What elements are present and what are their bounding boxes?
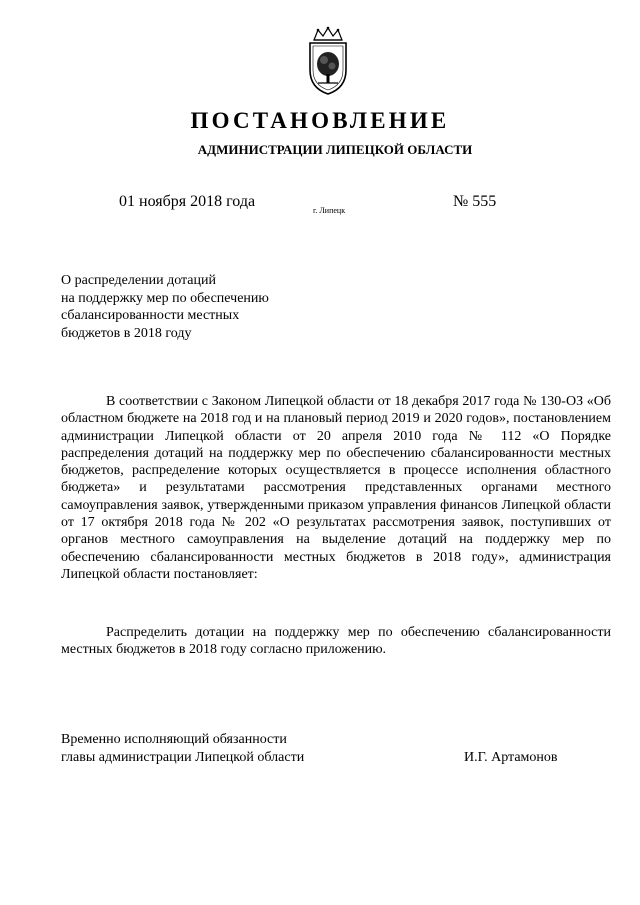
subject-line: на поддержку мер по обеспечению <box>61 290 269 306</box>
document-subtitle: АДМИНИСТРАЦИИ ЛИПЕЦКОЙ ОБЛАСТИ <box>197 142 473 157</box>
document-number: № 555 <box>453 193 497 210</box>
subject-line: бюджетов в 2018 году <box>61 325 192 341</box>
subject-line: О распределении дотаций <box>61 273 216 288</box>
document-city: г. Липецк <box>313 206 346 215</box>
body-paragraph-resolution: Распределить дотации на поддержку мер по обеспечению сбалансированности местных бюджетов в 2018 году согласно приложению. <box>61 625 611 658</box>
signer-name: И.Г. Артамонов <box>464 750 558 765</box>
document-date: 01 ноября 2018 года <box>119 193 256 210</box>
body-paragraph-preamble: В соответствии с Законом Липецкой области от 18 декабря 2017 года № 130-ОЗ «Об областном бюджете на 2018 год и на плановый период 2019 и 2020 годов», постановлением администрации Липецкой области от 20 апреля 2010 года № 112 «О Порядке распределения дотаций на поддержку мер по обеспечению сбалансированности местных бюджетов, распределение которых осуществляется в процессе исполнения областного бюджета» и результатами рассмотрения представленных органами местного самоуправления заявок, утвержденными приказом управления финансов Липецкой области от 17 октября 2018 года № 202 «О результатах рассмотрения заявок, поступивших от органов местного самоуправления на выделение дотаций на поддержку мер по обеспечению сбалансированности местных бюджетов в 2018 году», администрация Липецкой области постановляет: <box>61 394 611 582</box>
signer-position-line: Временно исполняющий обязанности <box>61 732 287 747</box>
subject-line: сбалансированности местных <box>61 308 240 323</box>
coat-of-arms-icon <box>300 26 356 96</box>
signer-position-line: главы администрации Липецкой области <box>61 750 305 765</box>
signer-position <box>61 731 304 767</box>
document-subject <box>61 272 321 342</box>
document-title: ПОСТАНОВЛЕНИЕ <box>190 108 450 133</box>
